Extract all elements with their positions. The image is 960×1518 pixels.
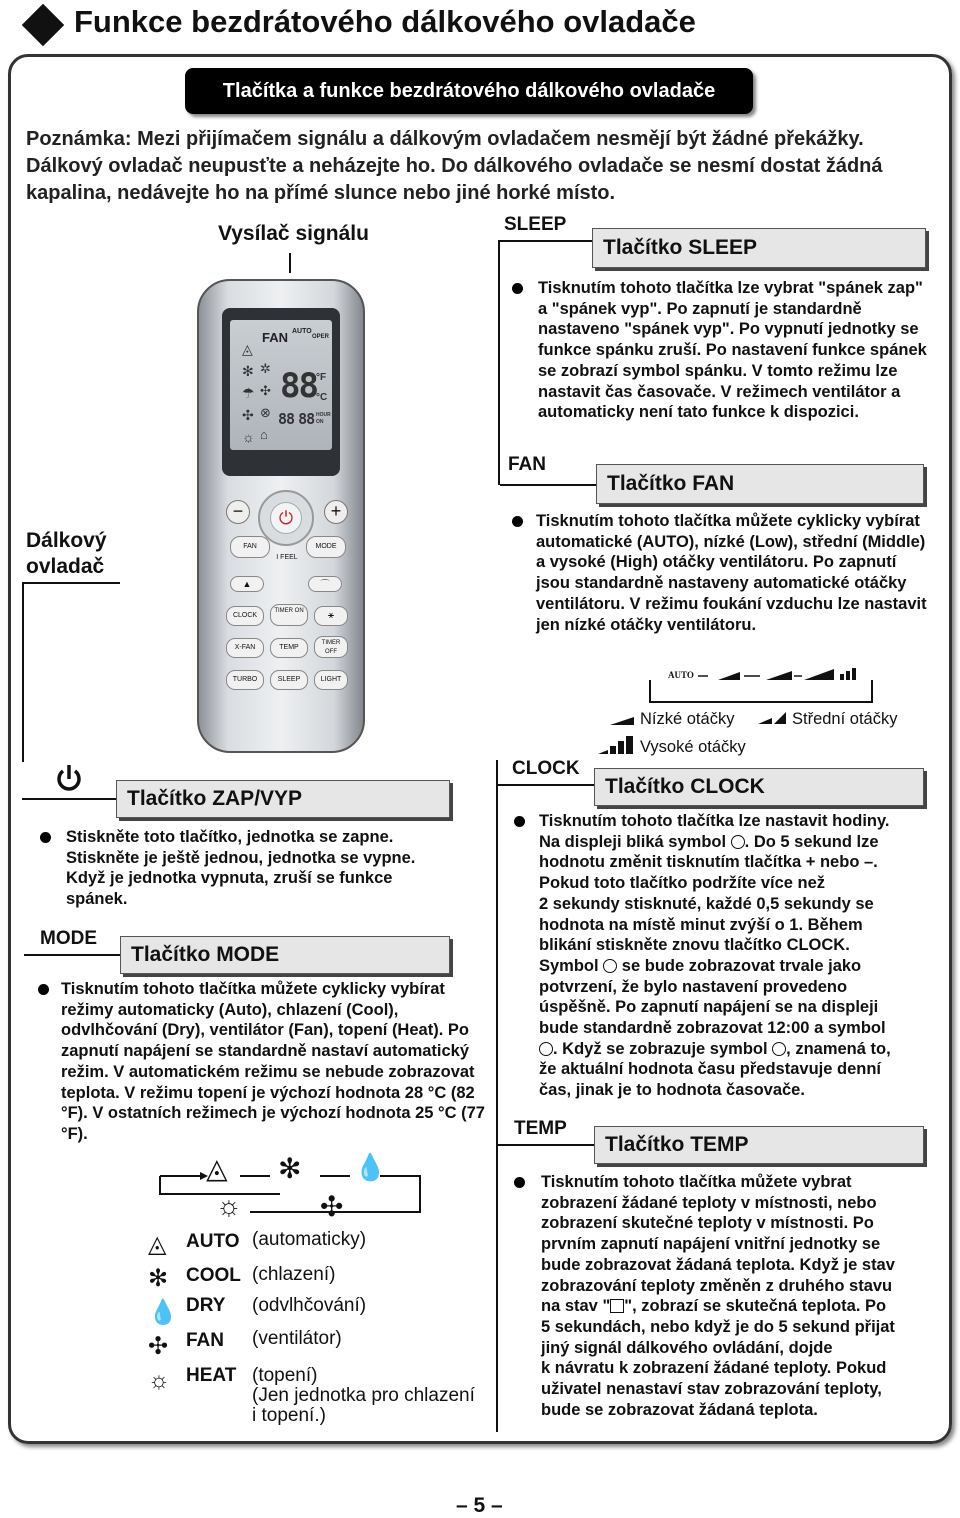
signal-emitter-label: Vysílač signálu [218,222,369,245]
clock-tag: CLOCK [512,758,580,779]
fan-speed-cycle [648,668,874,708]
temp-l7b: ", zobrazí se skutečná teplota. Po [624,1297,887,1316]
temp-l7a: na stav " [541,1297,611,1316]
temp-line-5: bude zobrazovat žádaná teplota. Když je stav [541,1255,895,1274]
clock-line-3: hodnotu změnit tisknutím tlačítka + nebo –. [539,853,878,872]
lcd-hour: HOUR [316,412,331,418]
mid-speed-icon [758,710,786,724]
temp-line-8: 5 sekundách, nebo když je do 5 sekund přijat [541,1317,895,1336]
fan-icon: ✣ [148,1333,169,1360]
temp-line-11: uživatel nenastaví stav zobrazování teploty, [541,1380,882,1399]
temp-line-12: bude se zobrazovat žádaná teplota. [541,1400,818,1419]
mode-heat-note-1: (Jen jednotka pro chlazení [252,1385,475,1406]
title-diamond-icon [22,4,64,46]
clock-title-box: Tlačítko CLOCK [594,768,924,806]
fan-rule [500,484,596,486]
clock-line-5: 2 sekundy stisknuté, každé 0,5 sekundy se [539,894,874,913]
clock-line-10: úspěšně. Po zapnutí napájení se na displeji [539,998,879,1017]
clock-text [539,811,934,1101]
mode-list-icons [148,1228,178,1398]
mode-auto-name: AUTO [186,1231,240,1252]
safety-note: Poznámka: Mezi přijímačem signálu a dálkovým ovladačem nesmějí být žádné překážky. Dálkový ovladač neupusťte a neházejte ho. Do dálkového ovladače se nesmí dostat žádná kapalina, nedávejte ho na přímé slunce nebo jiné horké místo. [26,128,883,204]
temp-title-box: Tlačítko TEMP [594,1126,924,1164]
cycle-heat-icon: ☼ [216,1190,242,1221]
clock-l12b: , znamená to, [786,1039,891,1058]
mode-title-box: Tlačítko MODE [120,936,450,974]
temp-rule [498,1144,594,1146]
temp-line-6: zobrazování teploty změněn z druhého stavu [541,1276,893,1295]
clock-l2b: . Do 5 sekund lze [744,832,879,851]
fan-button[interactable]: FAN [230,536,270,558]
mode-heat-name: HEAT [186,1365,237,1386]
remote-label-2: ovladač [26,555,105,578]
power-rule [22,798,116,800]
mode-dry-desc: (odvlhčování) [252,1295,367,1316]
power-button[interactable]: ⏻ [270,502,302,534]
temp-line-7 [541,1296,936,1317]
temp-tag: TEMP [514,1118,567,1139]
mode-fan-name: FAN [186,1330,224,1351]
fan-tag: FAN [508,454,546,475]
mode-button[interactable]: MODE [306,536,346,558]
clock-line-1: Tisknutím tohoto tlačítka lze nastavit hodiny. [539,812,890,830]
ifeel-button[interactable]: I FEEL [276,554,298,561]
sleep-text: Tisknutím tohoto tlačítka lze vybrat "spánek zap" a "spánek vyp". Po zapnutí je standardně nastaveno "spánek vyp". Po vypnutí jednotky se funkce spánku zruší. Po nastavení funkce spánek se zobrazí symbol spánku. V tomto režimu lze nastavit čas časovače. V režimech ventilátor a automaticky není tato funkce k dispozici. [538,279,927,422]
lcd-timer-digits: 88 [278,410,295,428]
dry-icon: 💧 [148,1299,178,1326]
sleep-title-box: Tlačítko SLEEP [592,228,926,268]
section-header: Tlačítka a funkce bezdrátového dálkového ovladače [185,68,753,114]
lcd-mode-icons: ◬ ✻ ☂ ✣ ☼ ☾ [242,341,255,467]
cool-icon: ✻ [148,1265,169,1292]
clock-line-6: hodnota na místě minut zvýší o 1. Během [539,915,863,934]
sleep-button[interactable]: SLEEP [270,670,308,690]
sleep-bullet [512,283,523,294]
cycle-fan-icon: ✣ [320,1191,344,1222]
fan-legend-high: Vysoké otáčky [640,738,746,756]
plus-button[interactable]: + [324,500,348,524]
lcd-fahrenheit: °F [316,372,327,383]
clock-l8a: Symbol [539,956,599,975]
fan-legend-mid: Střední otáčky [792,710,898,728]
clock-icon [539,1042,553,1056]
remote-label-underline [22,582,120,584]
auto-icon: ◬ [148,1231,167,1258]
sleep-rule [500,240,592,242]
clock-bullet [514,816,525,827]
clock-line-4: Pokud toto tlačítko podržíte více než [539,874,826,893]
temp-line-4: prvním zapnutí napájení vnitřní jednotky se [541,1235,881,1254]
clock-button[interactable]: CLOCK [226,606,264,626]
clock-line-2 [539,832,934,853]
temp-text [541,1172,936,1420]
power-text: Stiskněte toto tlačítko, jednotka se zapne. Stiskněte je ještě jednou, jednotka se vypne. Když je jednotka vypnuta, zruší se funkce spánek. [66,828,416,909]
mode-cool-name: COOL [186,1265,241,1286]
minus-button[interactable]: − [226,500,250,524]
timer-on-button[interactable]: TIMER ON [270,604,308,626]
clock-l2a: Na displeji bliká symbol [539,832,727,851]
low-speed-icon [610,712,634,724]
lcd-temp-digits: 88 [280,366,317,406]
mode-heat-note-2: i topení.) [252,1405,326,1426]
cycle-auto-icon: ◬ [206,1153,228,1184]
fan-legend-low: Nízké otáčky [640,710,735,728]
mode-cycle [150,1150,430,1226]
fan-cycle-auto: AUTO [668,670,694,680]
xfan-button[interactable]: X-FAN [226,638,264,658]
power-icon [54,762,84,794]
temp-line-10: k návratu k zobrazení žádané teploty. Pokud [541,1359,887,1378]
power-title-box: Tlačítko ZAP/VYP [116,780,450,818]
cycle-dry-icon: 💧 [354,1152,387,1182]
mode-rule [24,954,120,956]
clock-l8b: se bude zobrazovat trvale jako [621,956,862,975]
page-title: Funkce bezdrátového dálkového ovladače [74,4,696,39]
temp-button[interactable]: TEMP [270,638,308,658]
mode-bullet [38,984,49,995]
temp-bullet [514,1177,525,1188]
clock-icon [603,959,617,973]
temp-line-2: zobrazení žádané teploty v místnosti, nebo [541,1193,877,1212]
clock-line-13: že aktuální hodnota času představuje denní [539,1060,881,1079]
mode-text: Tisknutím tohoto tlačítka můžete cyklicky vybírat režimy automaticky (Auto), chlazení (Cool), odvlhčování (Dry), ventilátor (Fan), topení (Heat). Po zapnutí napájení se standardně nastaví automatický režim. V automatickém režimu se nebude zobrazovat teplota. V režimu topení je výchozí hodnota 28 °C (82 °F). V ostatních režimech je výchozí hodnota 25 °C (77 °F). [61,980,485,1143]
lcd-oper: OPER [312,334,330,340]
page-number: – 5 – [456,1494,503,1517]
clock-line-11: bude standardně zobrazovat 12:00 a symbol [539,1019,886,1038]
lcd-fan: FAN [262,330,288,345]
clock-line-12 [539,1039,934,1060]
sleep-tag: SLEEP [504,214,567,235]
lcd-auto: AUTO [292,328,312,335]
timer-off-button[interactable]: TIMER OFF [314,636,348,658]
clock-line-14: čas, jinak je to hodnota časovače. [539,1081,805,1100]
remote-label-leader [22,582,24,762]
clock-line-7: blikání stiskněte znovu tlačítko CLOCK. [539,936,850,955]
swing-button[interactable]: ⌒ [308,576,342,592]
mode-cool-desc: (chlazení) [252,1264,336,1285]
temp-line-1: Tisknutím tohoto tlačítka můžete vybrat [541,1173,852,1191]
swing-up-button[interactable]: ▲ [230,576,264,592]
clock-l12a: . Když se zobrazuje symbol [553,1039,768,1058]
clock-line-9: potvrzení, že bylo nastavení provedeno [539,977,848,996]
clock-line-8 [539,956,934,977]
remote-label-1: Dálkový [26,529,107,552]
lcd-on-off: ON [316,419,324,425]
lcd-celsius: °C [316,392,328,403]
mode-fan-desc: (ventilátor) [252,1328,342,1349]
cycle-cool-icon: ✻ [278,1153,302,1184]
turbo-button[interactable]: TURBO [226,670,264,690]
heat-icon: ☼ [148,1367,170,1394]
lcd-timer-digits-2: 88 [298,410,315,428]
mode-dry-name: DRY [186,1295,226,1316]
mode-auto-desc: (automaticky) [252,1229,367,1250]
temp-line-3: zobrazení skutečné teploty v místnosti. Po [541,1214,874,1233]
fan-text: Tisknutím tohoto tlačítka můžete cyklicky vybírat automatické (AUTO), nízké (Low), střední (Middle) a vysoké (High) otáčky ventilátoru. Po zapnutí jsou standardně nastaveny automatické otáčky ventilátoru. V režimu foukání vzduchu lze nastavit jen nízké otáčky ventilátoru. [536,512,927,634]
power-bullet [40,832,51,843]
mode-tag: MODE [40,928,97,949]
signal-leader-line [289,253,291,273]
clock-rule [498,784,594,786]
clock-icon [731,835,745,849]
mode-heat-desc: (topení) [252,1365,318,1386]
fan-bullet [512,516,523,527]
lcd-secondary-icons: ✲ ✣ ⊗ ⌂ [260,361,271,442]
column-divider [496,760,498,1432]
remote-control-image [196,278,366,754]
light-button[interactable]: LIGHT [314,670,348,690]
fan-title-box: Tlačítko FAN [596,464,924,504]
clock-icon [772,1042,786,1056]
house-temp-icon [610,1299,624,1313]
temp-line-9: jiný signál dálkového ovládání, dojde [541,1338,833,1357]
health-button[interactable]: ⚹ [314,606,348,626]
high-speed-icon [598,736,634,754]
sleep-side-rule [498,240,500,485]
